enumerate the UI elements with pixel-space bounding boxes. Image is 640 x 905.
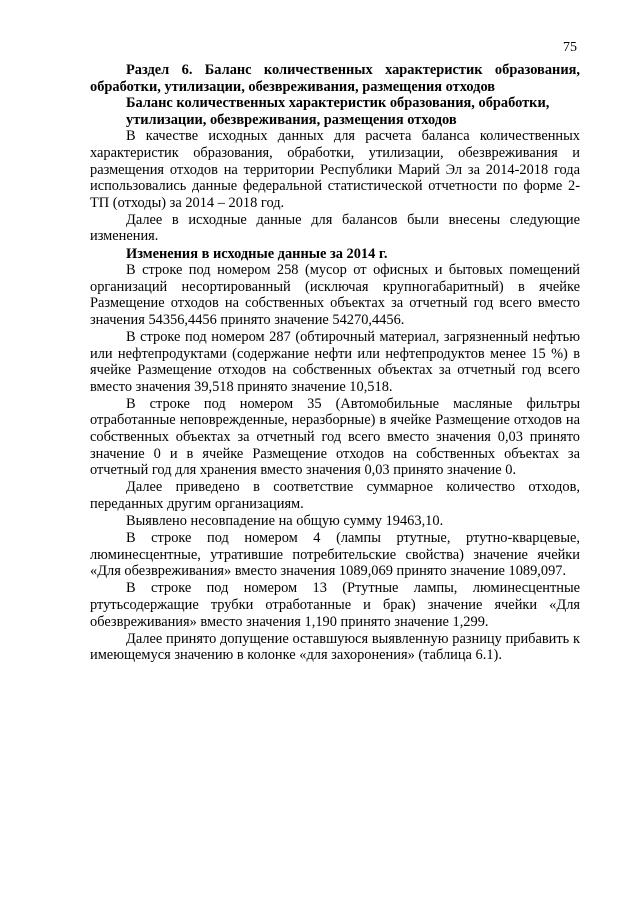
section-title: Раздел 6. Баланс количественных характеристик образования, обработки, утилизации, обезвреживания, размещения отходов bbox=[90, 62, 580, 95]
document-body bbox=[90, 62, 580, 664]
heading-changes-2014: Изменения в исходные данные за 2014 г. bbox=[126, 245, 388, 262]
section-subtitle: Баланс количественных характеристик образования, обработки, утилизации, обезвреживания, размещения отходов bbox=[126, 95, 550, 128]
paragraph-assumption: Далее принято допущение оставшуюся выявленную разницу прибавить к имеющемуся значению в колонке «для захоронения» (таблица 6.1). bbox=[90, 630, 580, 664]
paragraph-row-13: В строке под номером 13 (Ртутные лампы, люминесцентные ртутьсодержащие трубки отработанные и брак) значение ячейки «Для обезвреживания» вместо значения 1,190 принято значение 1,299. bbox=[90, 580, 580, 630]
paragraph-changes-intro: Далее в исходные данные для балансов были внесены следующие изменения. bbox=[90, 211, 580, 245]
paragraph-transferred-waste: Далее приведено в соответствие суммарное количество отходов, переданных другим организациям. bbox=[90, 479, 580, 512]
page-number: 75 bbox=[563, 40, 577, 55]
paragraph-mismatch: Выявлено несовпадение на общую сумму 19463,10. bbox=[126, 513, 444, 530]
paragraph-row-258: В строке под номером 258 (мусор от офисных и бытовых помещений организаций несортированный (исключая крупногабаритный) в ячейке Размещение отходов на собственных объектах за отчетный год всего вместо значения 54356,4456 принято значение 54270,4456. bbox=[90, 262, 580, 328]
paragraph-row-4: В строке под номером 4 (лампы ртутные, ртутно-кварцевые, люминесцентные, утратившие потребительские свойства) значение ячейки «Для обезвреживания» вместо значения 1089,069 принято значение 1089,097. bbox=[90, 530, 580, 580]
paragraph-row-287: В строке под номером 287 (обтирочный материал, загрязненный нефтью или нефтепродуктами (содержание нефти или нефтепродуктов менее 15 %) в ячейке Размещение отходов на собственных объектах за отчетный год всего вместо значения 39,518 принято значение 10,518. bbox=[90, 329, 580, 395]
paragraph-source-data: В качестве исходных данных для расчета баланса количественных характеристик образования, обработки, утилизации, обезвреживания и размещения отходов на территории Республики Марий Эл за 2014-2018 года использовались данные федеральной статистической отчетности по форме 2-ТП (отходы) за 2014 – 2018 год. bbox=[90, 128, 580, 211]
paragraph-row-35: В строке под номером 35 (Автомобильные масляные фильтры отработанные неповрежденные, неразборные) в ячейке Размещение отходов на собственных объектах за отчетный год всего вместо значения 0,03 принято значение 0 и в ячейке Размещение отходов на собственных объектах за отчетный год для хранения вместо значения 0,03 принято значение 0. bbox=[90, 395, 580, 479]
